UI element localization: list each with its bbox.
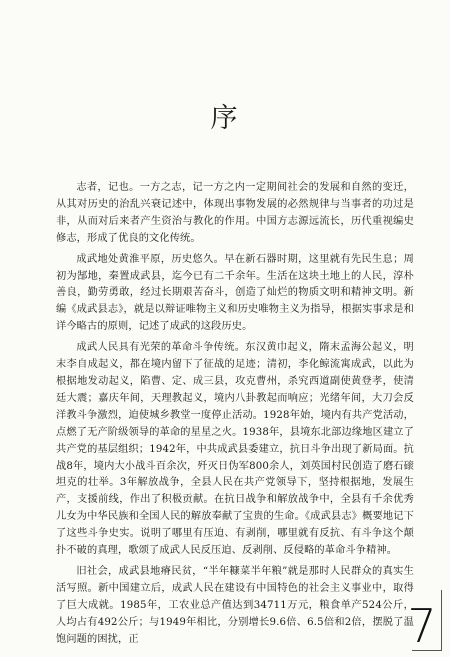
page-number: 7 [407,599,437,653]
preface-body [56,180,414,652]
paragraph: 旧社会，成武县地瘠民贫，“半年糠菜半年粮”就是那时人民群众的真实生活写照。新中国建立后，成武人民在建设有中国特色的社会主义事业中，取得了巨大成就。1985年，工农业总产值达到34711万元，粮食单产524公斤，人均占有492公斤；与1949年相比，分别增长9.6倍、6.5倍和2倍，摆脱了温饱问题的困扰，正 [56,565,414,645]
page-title: 序 [210,103,240,134]
paragraph: 成武人民具有光荣的革命斗争传统。东汉黄巾起义，隋末孟海公起义，明末李自成起义，都在境内留下了征战的足迹；清初，李化鲸流寓成武，以此为根据地发动起义，陷曹、定、成三县，攻克曹州，杀究西道副使黄登孝，使清廷大震；嘉庆年间，天理教起义，境内八卦教起而响应；光绪年间，大刀会反洋教斗争激烈，迫使城乡教堂一度停止活动。1928年始，境内有共产党活动，点燃了无产阶级领导的革命的星星之火。1938年，县境东北部边缘地区建立了共产党的基层组织；1942年，中共成武县委建立，抗日斗争出现了新局面。抗战8年，境内大小战斗百余次，歼灭日伪军800余人，刘英国村民创造了磨石磙坦克的壮举。3年解放战争，全县人民在共产党领导下，坚持根据地，发展生产，支援前线，作出了积极贡献。在抗日战争和解放战争中，全县有千余优秀儿女为中华民族和全国人民的解放奉献了宝贵的生命。《成武县志》概要地记下了这些斗争史实。说明了哪里有压迫、有剥削，哪里就有反抗、有斗争这个颠扑不破的真理，歌颂了成武人民反压迫、反剥削、反侵略的革命斗争精神。 [56,342,414,557]
paragraph: 成武地处黄淮平原，历史悠久。早在新石器时期，这里就有先民生息；周初为郜地，秦置成武县，迄今已有二千余年。生活在这块土地上的人民，淳朴善良，勤劳勇敢，经过长期艰苦奋斗，创造了灿烂的物质文明和精神文明。新编《成武县志》，就是以辩证唯物主义和历史唯物主义为指导，根据实事求是和详今略古的原则，记述了成武的这段历史。 [56,253,414,333]
margin-rule [441,590,442,650]
paragraph: 志者，记也。一方之志，记一方之内一定期间社会的发展和自然的变迁，从其对历史的治乱兴衰记述中，体现出事物发展的必然规律与当事者的功过是非，从而对后来者产生资治与教化的作用。中国方志源远流长，历代重视编史修志，形成了优良的文化传统。 [56,182,414,244]
